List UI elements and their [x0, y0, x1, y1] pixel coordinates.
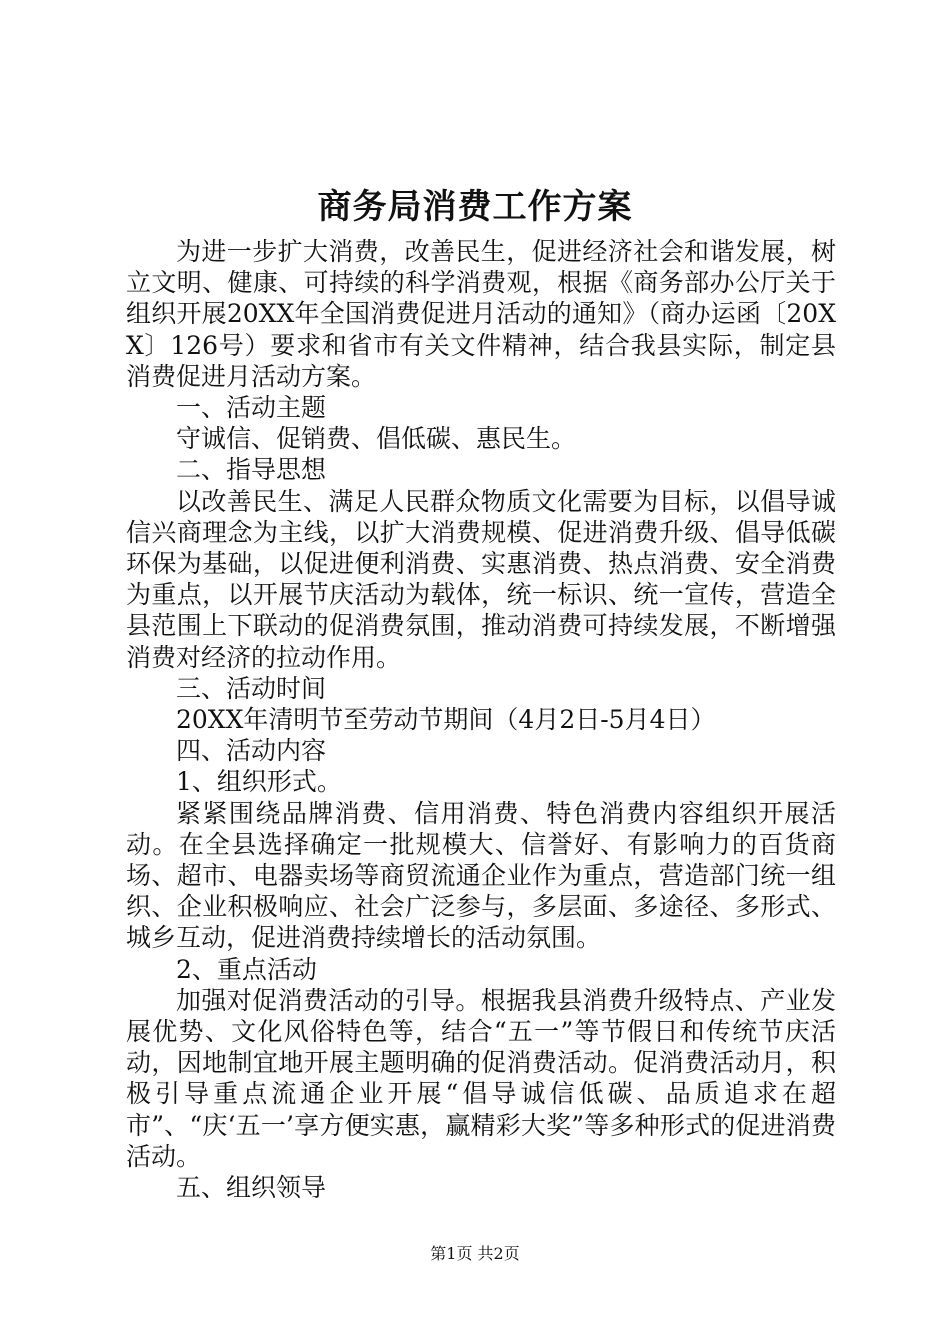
paragraph-guiding-ideology: 以改善民生、满足人民群众物质文化需要为目标，以倡导诚信兴商理念为主线，以扩大消费规模、促进消费升级、倡导低碳环保为基础，以促进便利消费、实惠消费、热点消费、安全消费为重点，以开展节庆活动为载体，统一标识、统一宣传，营造全县范围上下联动的促消费氛围，推动消费可持续发展，不断增强消费对经济的拉动作用。 — [126, 486, 836, 672]
document-title: 商务局消费工作方案 — [317, 187, 633, 227]
heading-activity-time: 三、活动时间 — [176, 673, 327, 703]
paragraph-organization-form: 紧紧围绕品牌消费、信用消费、特色消费内容组织开展活动。在全县选择确定一批规模大、信誉好、有影响力的百货商场、超市、电器卖场等商贸流通企业作为重点，营造部门统一组织、企业积极响应、社会广泛参与，多层面、多途径、多形式、城乡互动，促进消费持续增长的活动氛围。 — [126, 798, 836, 953]
heading-organization-leadership: 五、组织领导 — [176, 1173, 327, 1203]
paragraph-activity-theme: 守诚信、促销费、倡低碳、惠民生。 — [176, 424, 577, 454]
heading-activity-content: 四、活动内容 — [176, 736, 327, 766]
paragraph-key-activities: 加强对促消费活动的引导。根据我县消费升级特点、产业发展优势、文化风俗特色等，结合“五一”等节假日和传统节庆活动，因地制宜地开展主题明确的促消费活动。促消费活动月，积极引导重点流通企业开展“倡导诚信低碳、品质追求在超市”、“庆‘五一’享方便实惠，赢精彩大奖”等多种形式的促进消费活动。 — [126, 985, 836, 1171]
subheading-organization-form: 1、组织形式。 — [176, 767, 342, 797]
paragraph-activity-time: 20XX年清明节至劳动节期间（4月2日-5月4日） — [176, 705, 716, 735]
page-indicator: 第1页 共2页 — [430, 1244, 520, 1263]
document-body — [126, 236, 836, 1203]
paragraph-intro: 为进一步扩大消费，改善民生，促进经济社会和谐发展，树立文明、健康、可持续的科学消费观，根据《商务部办公厅关于组织开展20XX年全国消费促进月活动的通知》（商办运函〔20XX〕126号）要求和省市有关文件精神，结合我县实际，制定县消费促进月活动方案。 — [126, 237, 836, 391]
heading-activity-theme: 一、活动主题 — [176, 393, 327, 423]
subheading-key-activities: 2、重点活动 — [176, 954, 317, 984]
heading-guiding-ideology: 二、指导思想 — [176, 455, 327, 485]
